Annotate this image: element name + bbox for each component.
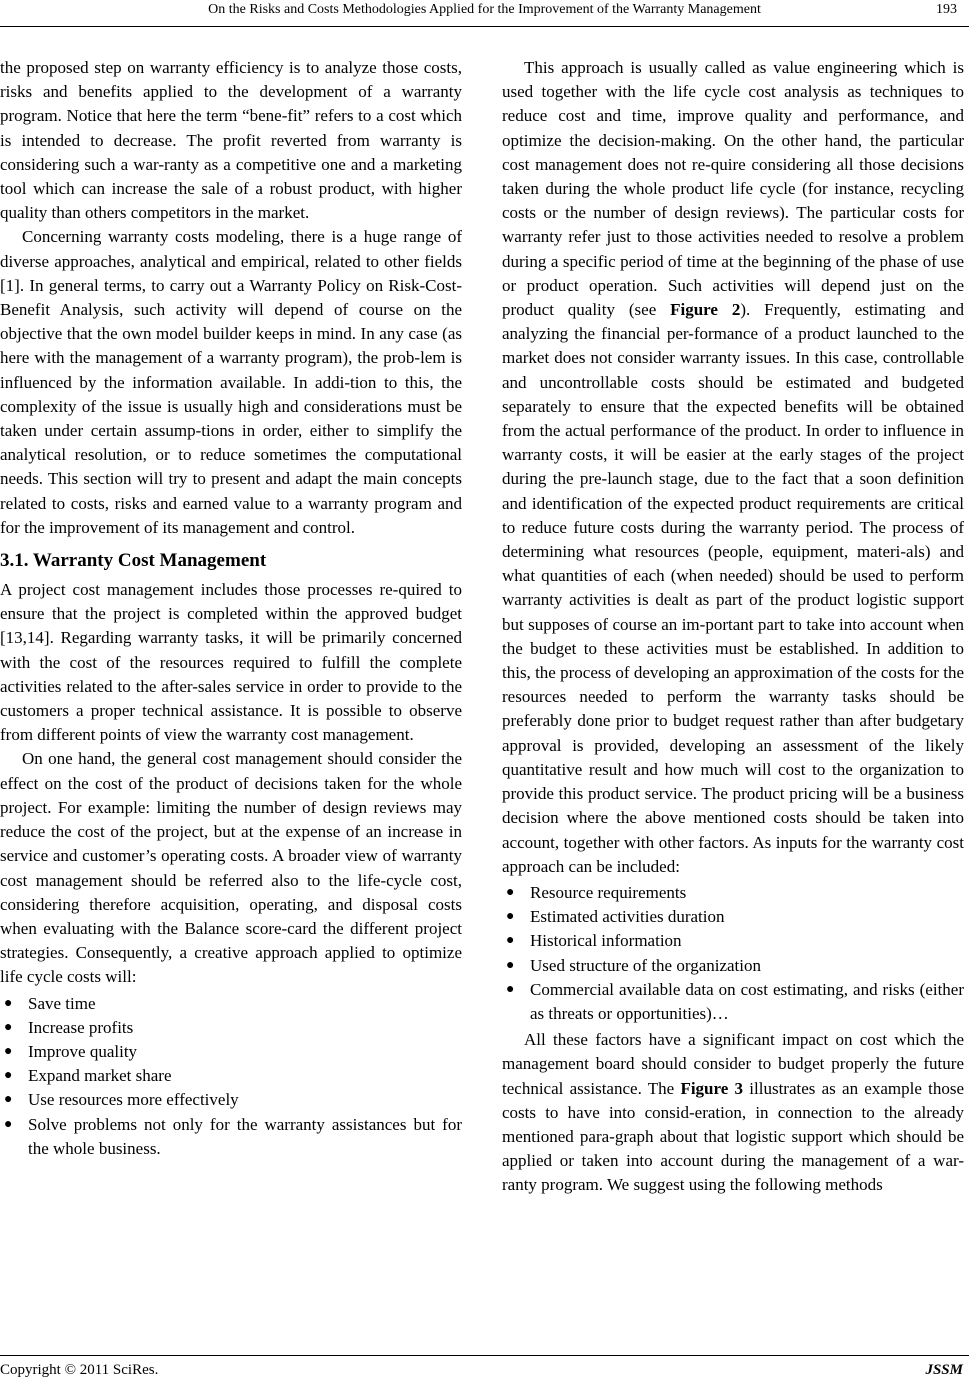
running-title: On the Risks and Costs Methodologies Applied for the Improvement of the Warranty Management xyxy=(208,2,761,17)
list-item: ● Save time xyxy=(0,992,462,1016)
paragraph: A project cost management includes those processes re-quired to ensure that the project is completed within the approved budget [13,14]. Regarding warranty tasks, it will be primarily concerned with the cost of the resources required to fulfill the complete activities related to the after-sales service in order to provide to the customers a proper technical assistance. It is possible to observe from different points of view the warranty cost management. xyxy=(0,580,462,745)
right-column xyxy=(502,56,964,1198)
list-item: ● Used structure of the organization xyxy=(502,954,964,978)
bullet-icon: ● xyxy=(4,1019,13,1035)
list-item: ● Resource requirements xyxy=(502,881,964,905)
list-item: ● Use resources more effectively xyxy=(0,1088,462,1112)
page-number: 193 xyxy=(936,2,957,17)
list-item: ● Commercial available data on cost estimating, and risks (either as threats or opportunities)… xyxy=(506,979,964,1023)
bullet-icon: ● xyxy=(4,1116,13,1132)
list-item: ● Improve quality xyxy=(0,1040,462,1064)
bullet-icon: ● xyxy=(506,957,515,973)
figure-reference: Figure 2 xyxy=(670,300,741,320)
paragraph: This approach is usually called as value engineering which is used together with the life cycle cost analysis as techniques to reduce cost and time, improve quality and performance, and optimize the decision-making. On the other hand, the particular cost management does not re-quire considering all those decisions taken during the whole product life cycle (for instance, recycling costs or the number of design reviews). The particular costs for warranty refer just to those activities needed to resolve a problem during a specific period of time at the beginning of the phase of use or product operation. Such activities will depend just on the product quality (see Figure 2). Frequently, estimating and analyzing the financial per-formance of a product launched to the market does not consider warranty issues. In this case, controllable and uncontrollable costs should be estimated and budgeted separately to ensure that the expected benefits will be obtained from the actual performance of the product. In order to influence in warranty costs, it will be easier at the early stages of the project during the pre-launch stage, due to the fact that a soon definition and identification of the expected product requirements are critical to reduce future costs during the warranty period. The process of determining what resources (people, equipment, materi-als) and what quantities of each (when needed) should be used to perform warranty activities is dealt as part of the product logistic support but supposes of course an im-portant part to take into account when the budget to these activities must be established. In addition to this, the process of developing an approximation of the costs for the resources needed to perform the warranty tasks should be preferably done prior to budget request rather than after budgetary approval is provided, developing an assessment of the likely quantitative result and how much will cost to the organization to provide this product service. The product pricing will be a business decision where the above mentioned costs should be taken into account, together with other factors. As inputs for the warranty cost approach can be included: xyxy=(502,58,965,876)
bullet-icon: ● xyxy=(4,1043,13,1059)
bullet-icon: ● xyxy=(506,933,515,949)
bullet-icon: ● xyxy=(4,995,13,1011)
bullet-icon: ● xyxy=(4,1092,13,1108)
left-column xyxy=(0,56,462,1163)
list-item: ● Increase profits xyxy=(0,1016,462,1040)
journal-abbreviation: JSSM xyxy=(925,1362,963,1378)
list-item: ● Solve problems not only for the warranty assistances but for the whole business. xyxy=(4,1114,462,1158)
copyright-text: Copyright © 2011 SciRes. xyxy=(0,1362,159,1378)
section-heading: 3.1. Warranty Cost Management xyxy=(0,550,267,572)
bullet-icon: ● xyxy=(4,1068,13,1084)
paragraph: All these factors have a significant impact on cost which the management board should consider to budget properly the future technical assistance. The Figure 3 illustrates as an example those costs to have into consid-eration, in connection to the already mentioned para-graph about that logistic support which should be applied or taken into account during the management of a war-ranty program. We suggest using the following methods xyxy=(502,1030,965,1195)
bullet-icon: ● xyxy=(506,981,515,997)
list-item: ● Estimated activities duration xyxy=(502,905,964,929)
page-footer xyxy=(0,1355,969,1386)
list-item: ● Expand market share xyxy=(0,1064,462,1088)
bullet-icon: ● xyxy=(506,909,515,925)
running-header xyxy=(0,0,969,27)
bullet-icon: ● xyxy=(506,884,515,900)
paragraph: Concerning warranty costs modeling, there is a huge range of diverse approaches, analytical and empirical, related to other fields [1]. In general terms, to carry out a Warranty Policy on Risk-Cost-Benefit Analysis, such activity will depend of course on the objective that the own model builder keeps in mind. In any case (as here with the management of a warranty program), the prob-lem is influenced by the information available. In addi-tion to this, the complexity of the issue is usually high and considerations must be taken under certain assump-tions in order, either to simplify the analytical resolution, or to reduce sometimes the computational needs. This section will try to present and adapt the main concepts related to costs, risks and earned value to a warranty program and for the improvement of its management and control. xyxy=(0,227,462,537)
list-item: ● Historical information xyxy=(502,929,964,953)
figure-reference: Figure 3 xyxy=(680,1078,744,1098)
paragraph: the proposed step on warranty efficiency is to analyze those costs, risks and benefits applied to the development of a warranty program. Notice that here the term “bene-fit” refers to a cost which is intended to decrease. The profit reverted from warranty is considering such a war-ranty as a competitive one and a marketing tool which can increase the sale of a robust product, with higher quality than others competitors in the market. xyxy=(0,58,462,223)
bullet-list xyxy=(502,881,964,1026)
paragraph: On one hand, the general cost management should consider the effect on the cost of the product of decisions taken for the whole project. For example: limiting the number of design reviews may reduce the cost of the project, but at the expense of an increase in service and customer’s operating costs. A broader view of warranty cost management should be referred also to the life-cycle cost, considering therefore acquisition, operating, and disposal costs when evaluating with the Balance score-card the different project strategies. Consequently, a creative approach applied to optimize life cycle costs will: xyxy=(0,749,462,987)
bullet-list xyxy=(0,992,462,1161)
